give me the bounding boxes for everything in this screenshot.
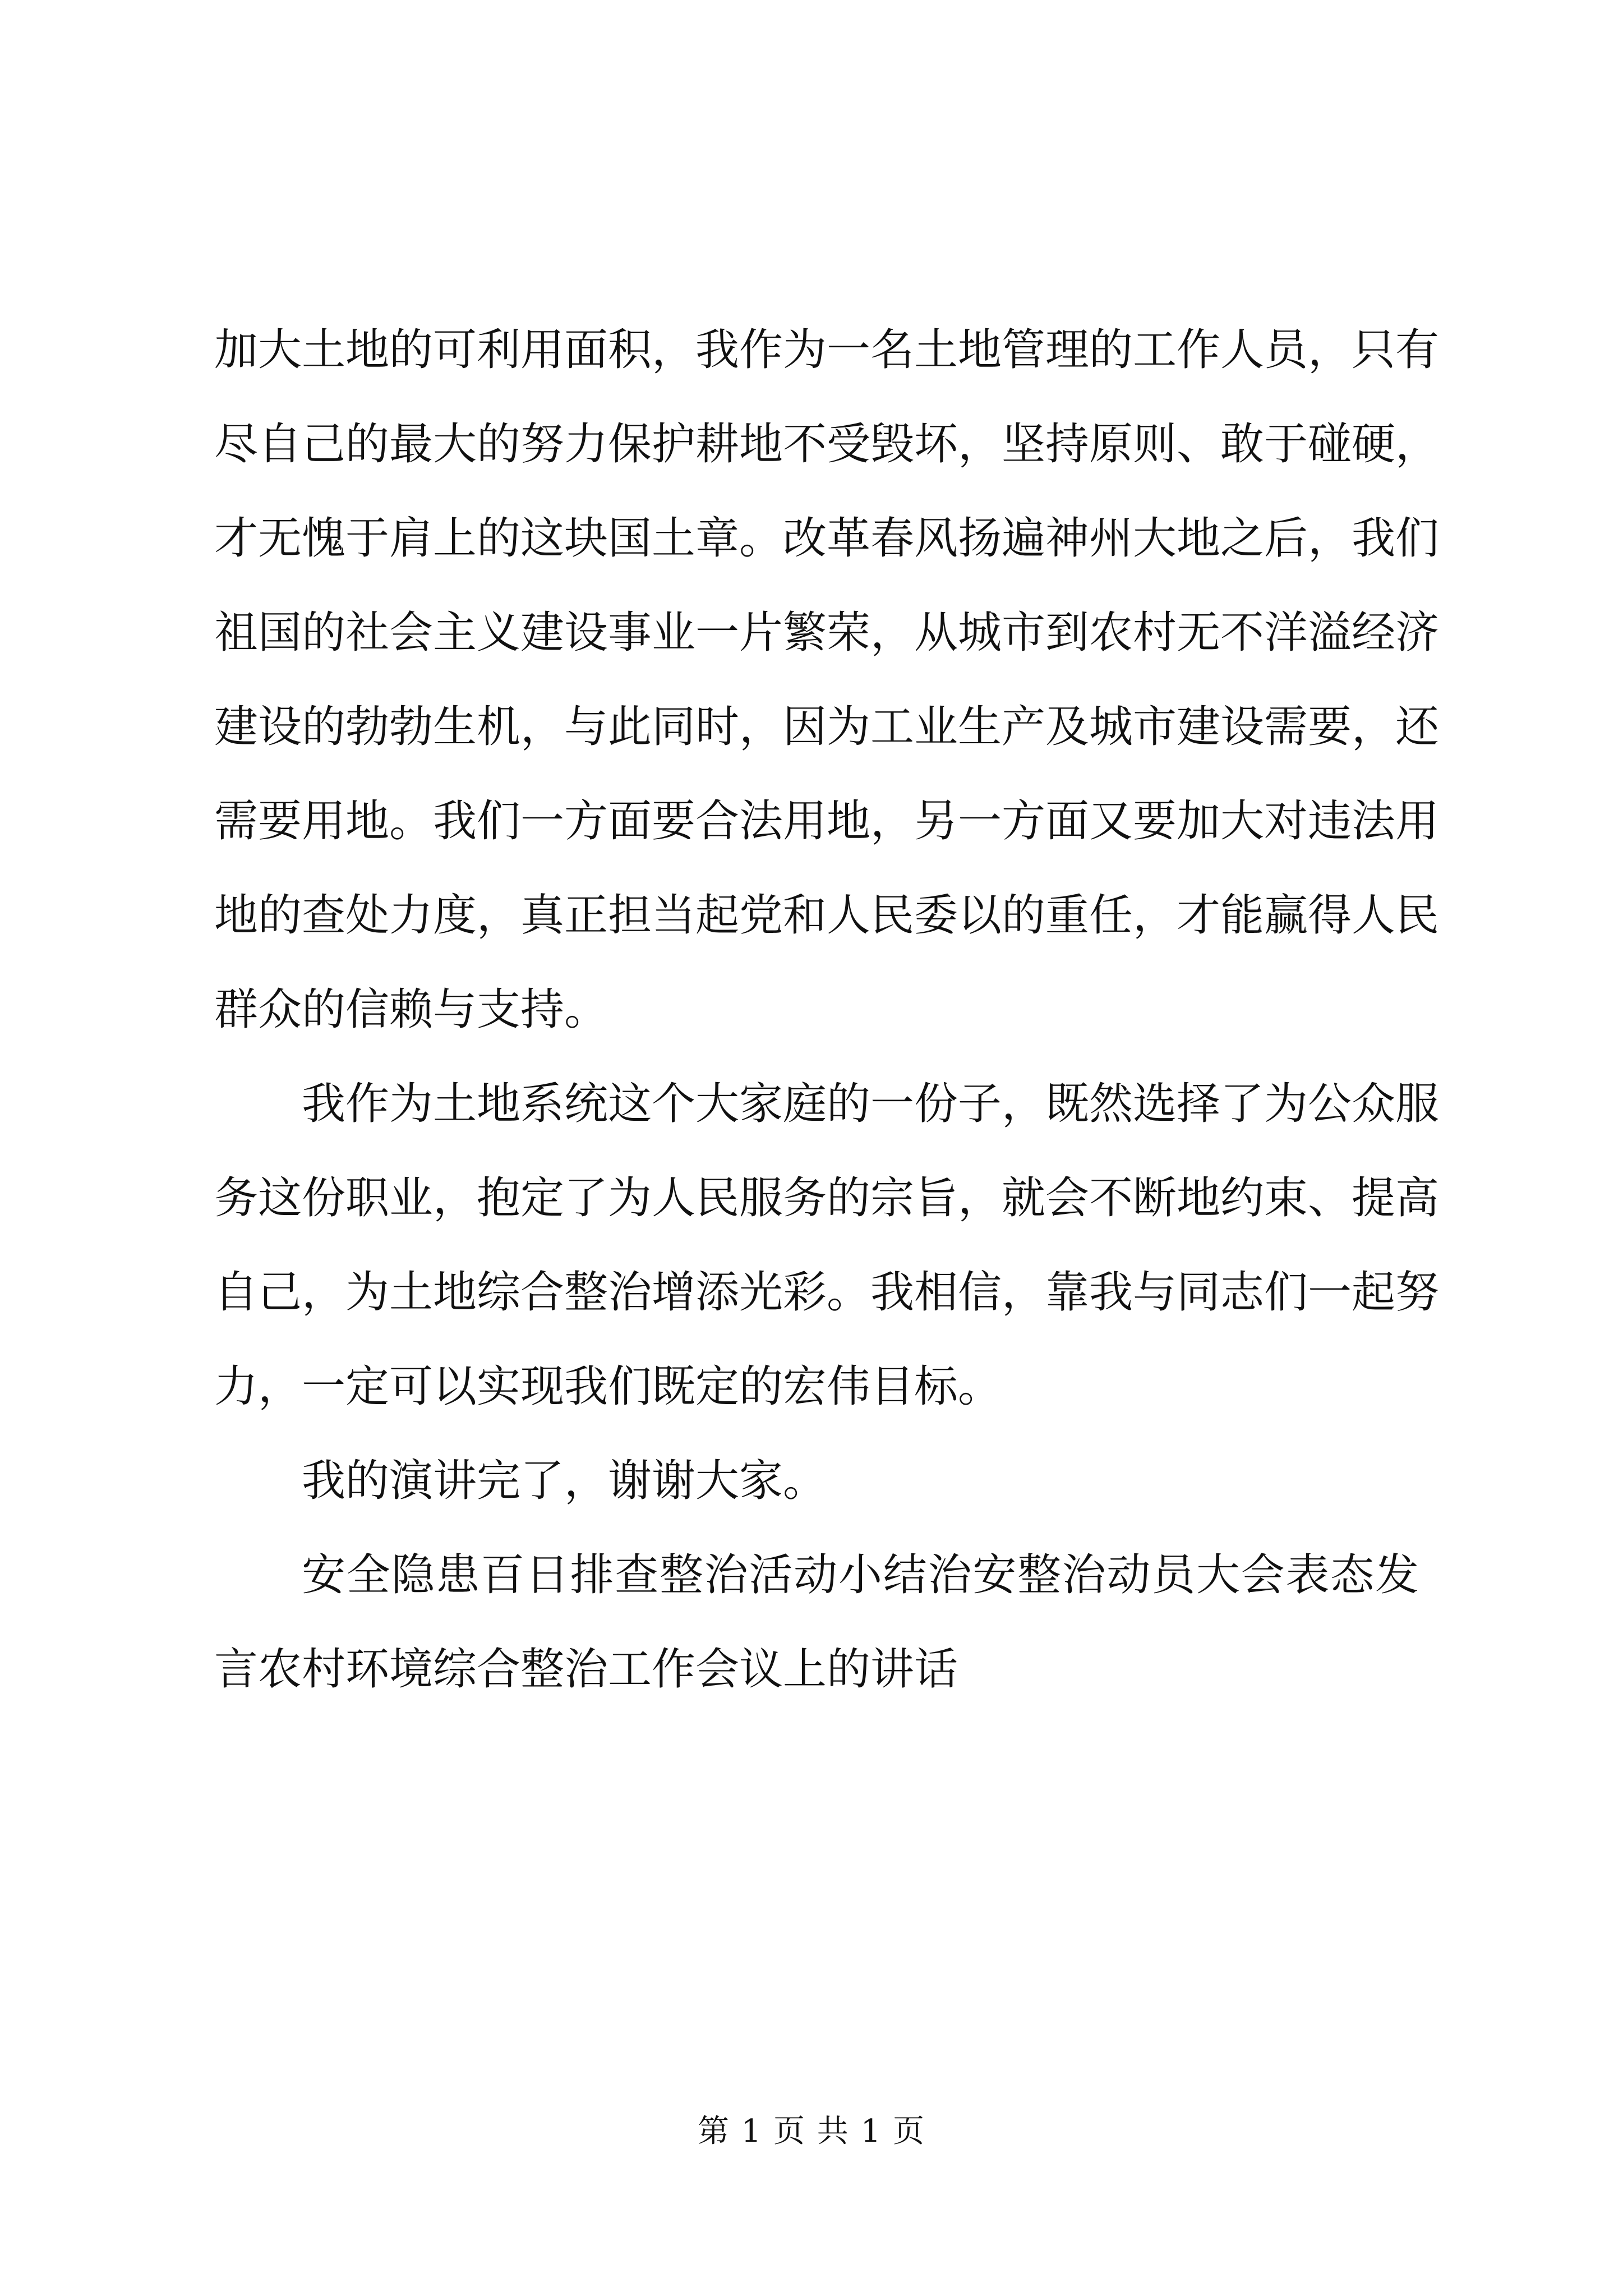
text-line: 安全隐患百日排查整治活动小结治安整治动员大会表态发 [302, 1550, 1419, 1600]
text-line: 我作为土地系统这个大家庭的一份子，既然选择了为公众服 [302, 1079, 1440, 1129]
text-line: 尽自己的最大的努力保护耕地不受毁坏，坚持原则、敢于碰硬， [214, 419, 1440, 470]
document-body [214, 303, 1440, 1717]
text-line: 群众的信赖与支持。 [214, 984, 608, 1035]
paragraph-4 [214, 1528, 1419, 1717]
text-line: 务这份职业，抱定了为人民服务的宗旨，就会不断地约束、提高 [214, 1173, 1440, 1223]
text-line: 加大土地的可利用面积，我作为一名土地管理的工作人员，只有 [214, 325, 1440, 375]
text-line: 言农村环境综合整治工作会议上的讲话 [214, 1644, 958, 1695]
text-line: 力，一定可以实现我们既定的宏伟目标。 [214, 1361, 1002, 1412]
text-line: 地的查处力度，真正担当起党和人民委以的重任，才能赢得人民 [214, 890, 1440, 941]
text-line: 需要用地。我们一方面要合法用地，另一方面又要加大对违法用 [214, 796, 1440, 846]
text-line: 祖国的社会主义建设事业一片繁荣，从城市到农村无不洋溢经济 [214, 608, 1440, 658]
text-line: 自己，为土地综合整治增添光彩。我相信，靠我与同志们一起努 [214, 1267, 1440, 1318]
text-line: 建设的勃勃生机，与此同时，因为工业生产及城市建设需要，还 [214, 702, 1440, 752]
paragraph-3 [214, 1434, 1419, 1528]
paragraph-1 [214, 303, 1440, 1057]
text-line: 我的演讲完了，谢谢大家。 [302, 1456, 827, 1506]
text-line: 才无愧于肩上的这块国土章。改革春风扬遍神州大地之后，我们 [214, 513, 1440, 564]
paragraph-2 [214, 1057, 1440, 1434]
page-number-footer: 第 1 页 共 1 页 [697, 2113, 926, 2150]
